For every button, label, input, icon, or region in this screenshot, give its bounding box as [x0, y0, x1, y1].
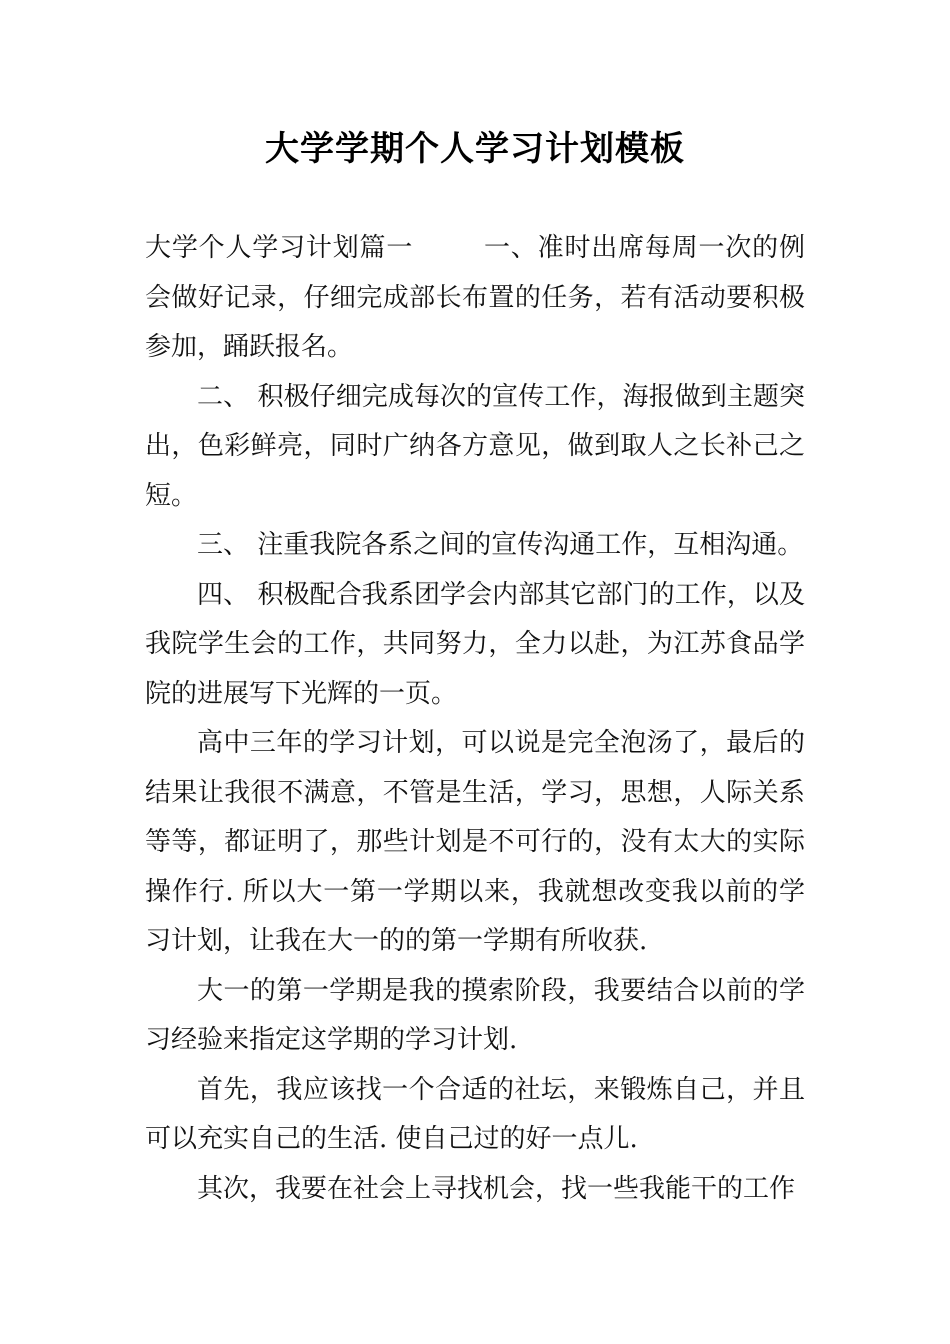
paragraph-7: 首先，我应该找一个合适的社坛，来锻炼自己，并且可以充实自己的生活. 使自己过的好一点儿.	[145, 1074, 805, 1154]
paragraph-6: 大一的第一学期是我的摸索阶段，我要结合以前的学习经验来指定这学期的学习计划.	[145, 975, 805, 1055]
document-title: 大学学期个人学习计划模板	[265, 129, 685, 169]
paragraph-3: 三、 注重我院各系之间的宣传沟通工作，互相沟通。	[197, 530, 804, 560]
document-body	[145, 224, 805, 1214]
paragraph-2: 二、 积极仔细完成每次的宣传工作，海报做到主题突出，色彩鲜亮，同时广纳各方意见，做到取人之长补己之短。	[145, 381, 805, 511]
paragraph-5: 高中三年的学习计划，可以说是完全泡汤了，最后的结果让我很不满意，不管是生活，学习，思想，人际关系等等，都证明了，那些计划是不可行的，没有太大的实际操作行. 所以大一第一学期以来，我就想改变我以前的学习计划，让我在大一的的第一学期有所收获.	[145, 728, 805, 956]
section-heading: 大学个人学习计划篇一	[145, 233, 414, 263]
paragraph-4: 四、 积极配合我系团学会内部其它部门的工作，以及我院学生会的工作，共同努力，全力以赴，为江苏食品学院的进展写下光辉的一页。	[145, 579, 805, 709]
paragraph-1	[145, 224, 805, 373]
paragraph-8: 其次，我要在社会上寻找机会，找一些我能干的工作	[197, 1173, 796, 1204]
paragraph-1-text: 一、准时出席每周一次的例会做好记录，仔细完成部长布置的任务，若有活动要积极参加，踊跃报名。	[145, 233, 805, 362]
